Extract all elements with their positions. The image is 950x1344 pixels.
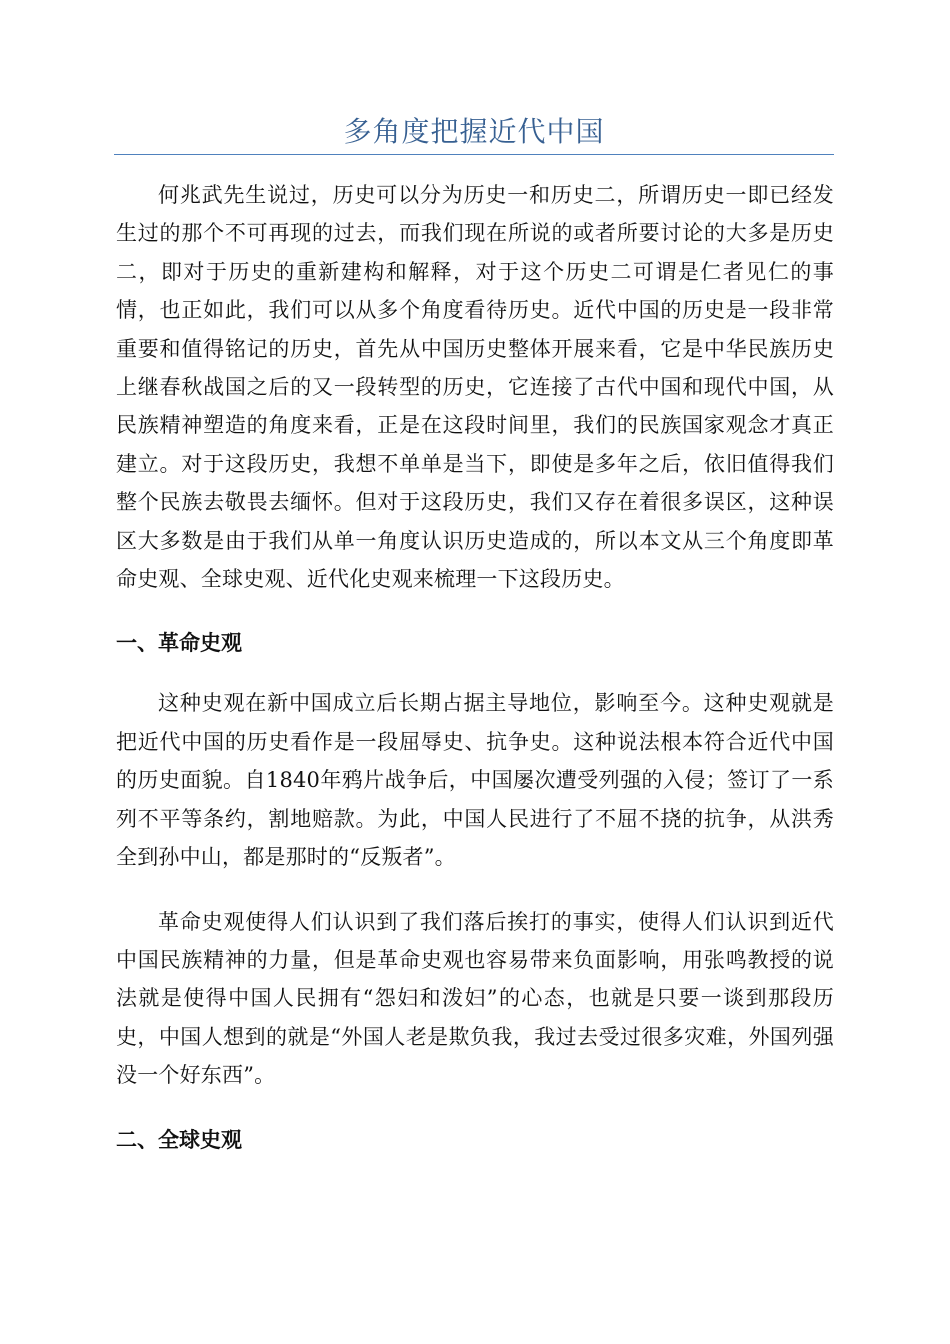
intro-paragraph: 何兆武先生说过，历史可以分为历史一和历史二，所谓历史一即已经发生过的那个不可再现的过去，而我们现在所说的或者所要讨论的大多是历史二，即对于历史的重新建构和解释，对于这个历史二可谓是仁者见仁的事情，也正如此，我们可以从多个角度看待历史。近代中国的历史是一段非常重要和值得铭记的历史，首先从中国历史整体开展来看，它是中华民族历史上继春秋战国之后的又一段转型的历史，它连接了古代中国和现代中国，从民族精神塑造的角度来看，正是在这段时间里，我们的民族国家观念才真正建立。对于这段历史，我想不单单是当下，即使是多年之后，依旧值得我们整个民族去敬畏去缅怀。但对于这段历史，我们又存在着很多误区，这种误区大多数是由于我们从单一角度认识历史造成的，所以本文从三个角度即革命史观、全球史观、近代化史观来梳理一下这段历史。 — [116, 183, 834, 592]
document-title: 多角度把握近代中国 — [343, 115, 605, 148]
title-block — [114, 112, 834, 155]
section-heading-revolution: 一、革命史观 — [116, 631, 242, 656]
document-body — [116, 176, 834, 1181]
revolution-paragraph-1: 这种史观在新中国成立后长期占据主导地位，影响至今。这种史观就是把近代中国的历史看作是一段屈辱史、抗争史。这种说法根本符合近代中国的历史面貌。自1840年鸦片战争后，中国屡次遭受列强的入侵；签订了一系列不平等条约，割地赔款。为此，中国人民进行了不屈不挠的抗争，从洪秀全到孙中山，都是那时的“反叛者”。 — [116, 691, 834, 870]
revolution-paragraph-2: 革命史观使得人们认识到了我们落后挨打的事实，使得人们认识到近代中国民族精神的力量，但是革命史观也容易带来负面影响，用张鸣教授的说法就是使得中国人民拥有“怨妇和泼妇”的心态，也就是只要一谈到那段历史，中国人想到的就是“外国人老是欺负我，我过去受过很多灾难，外国列强没一个好东西”。 — [116, 909, 834, 1088]
section-heading-global: 二、全球史观 — [116, 1127, 242, 1152]
